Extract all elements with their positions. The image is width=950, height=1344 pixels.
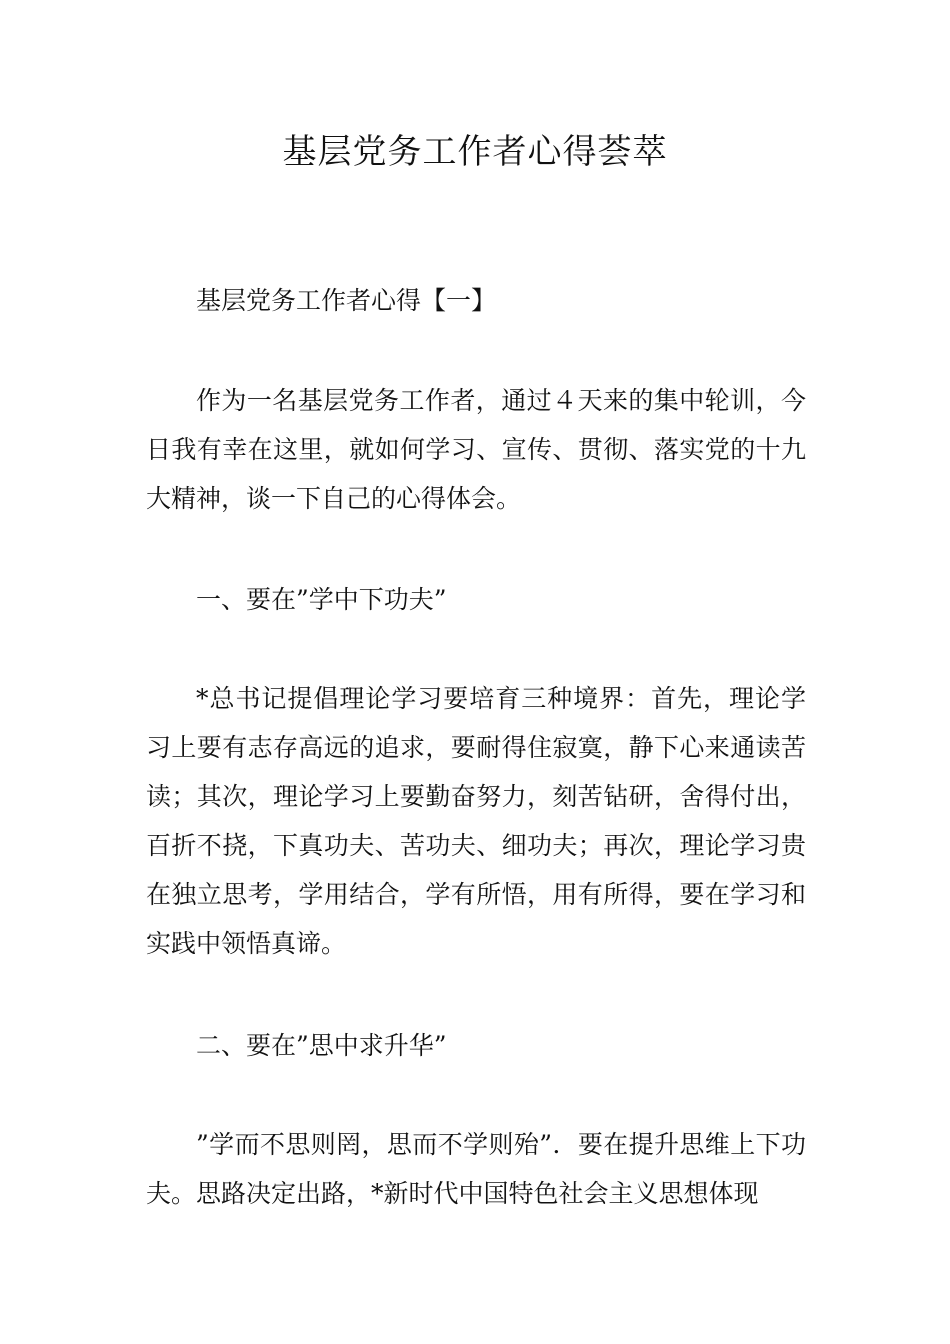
point2-heading: 二、要在”思中求升华” (196, 1031, 447, 1060)
point2-paragraph: ”学而不思则罔，思而不学则殆”．要在提升思维上下功夫。思路决定出路，*新时代中国特色社会主义思想体现 (146, 1130, 806, 1208)
intro-paragraph: 作为一名基层党务工作者，通过４天来的集中轮训，今日我有幸在这里，就如何学习、宣传、贯彻、落实党的十九大精神，谈一下自己的心得体会。 (146, 386, 806, 513)
document-title: 基层党务工作者心得荟萃 (282, 132, 668, 172)
section-heading: 基层党务工作者心得【一】 (196, 286, 497, 315)
point1-heading: 一、要在”学中下功夫” (196, 585, 447, 614)
point1-paragraph: *总书记提倡理论学习要培育三种境界：首先，理论学习上要有志存高远的追求，要耐得住寂寞，静下心来通读苦读；其次，理论学习上要勤奋努力，刻苦钻研，舍得付出，百折不挠，下真功夫、苦功夫、细功夫；再次，理论学习贵在独立思考，学用结合，学有所悟，用有所得，要在学习和实践中领悟真谛。 (146, 684, 806, 958)
